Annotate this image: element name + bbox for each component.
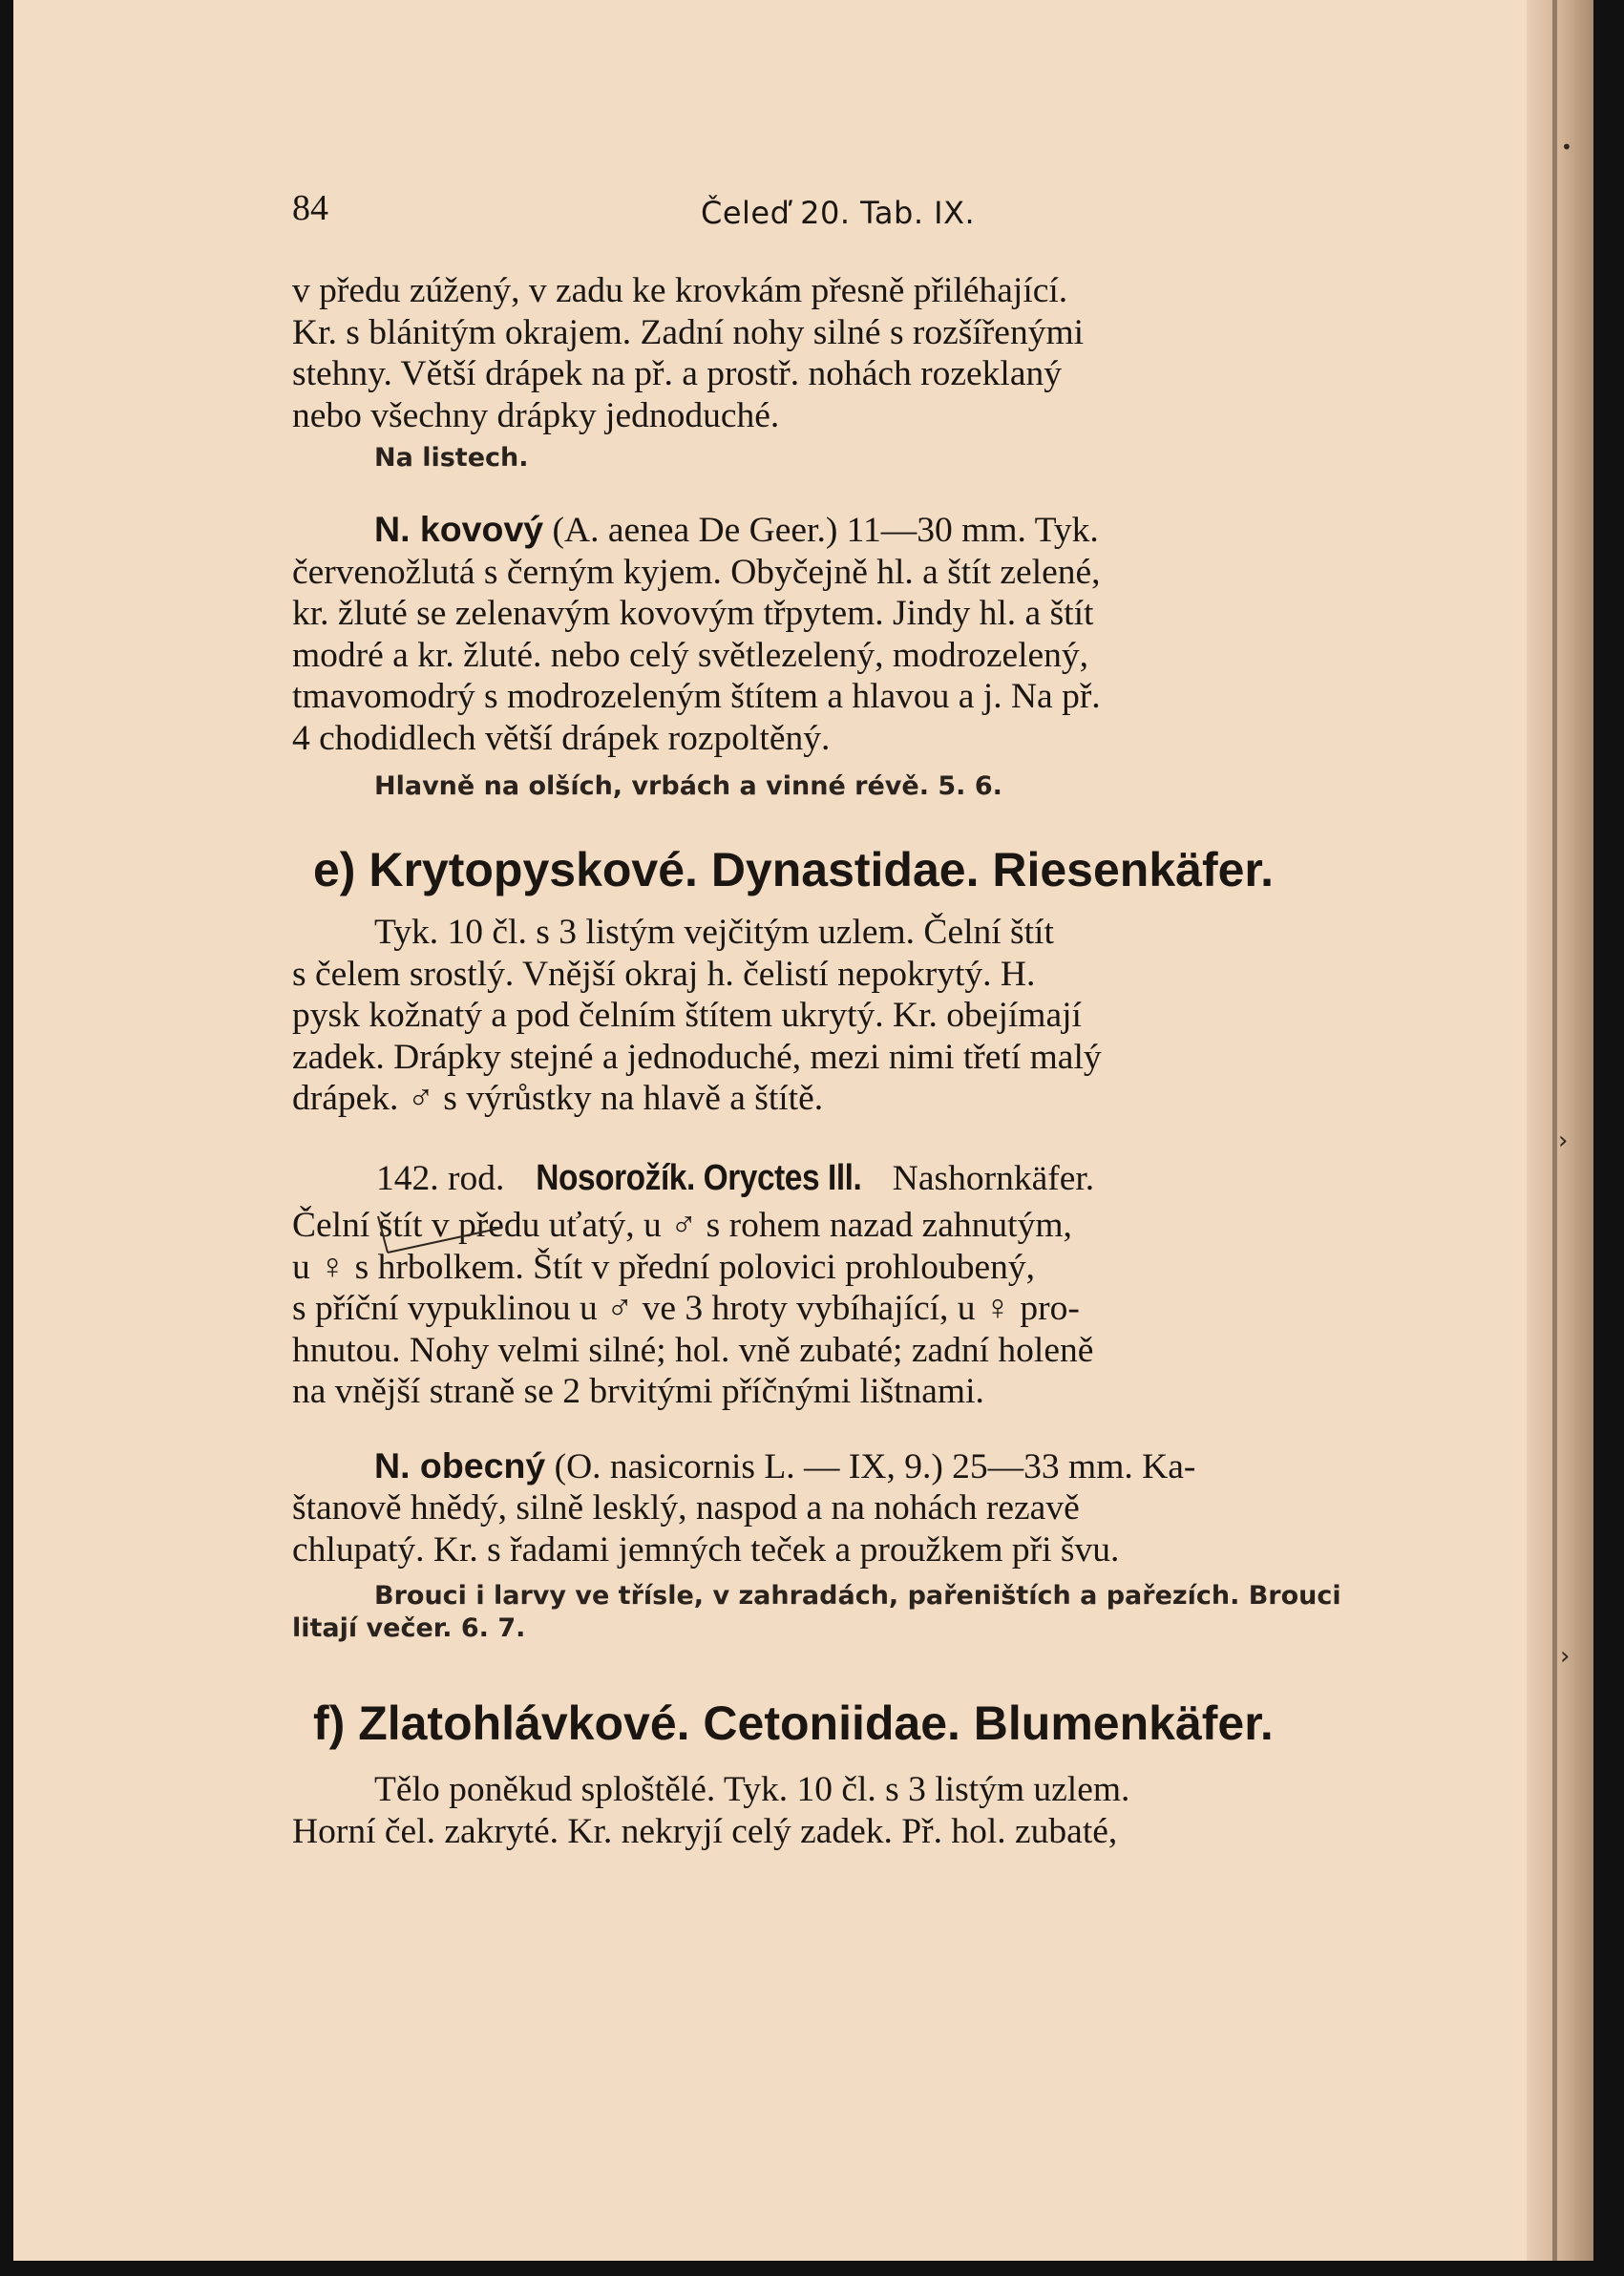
text-line: modré a kr. žluté. nebo celý světlezelený, modrozelený, — [292, 635, 1089, 675]
text-line: chlupatý. Kr. s řadami jemných teček a proužkem při švu. — [292, 1529, 1120, 1570]
text-line — [292, 509, 1390, 552]
margin-speck: › — [1560, 1642, 1571, 1671]
margin-speck: • — [1561, 136, 1572, 158]
pencil-mark-icon — [369, 1214, 521, 1281]
species-obecny — [292, 1445, 1390, 1571]
text-line: kr. žluté se zelenavým kovovým třpytem. Jindy hl. a štít — [292, 594, 1094, 633]
text-line: Kr. s blánitým okrajem. Zadní nohy silné s rozšířenými — [292, 312, 1085, 352]
genus-heading — [376, 1158, 1390, 1200]
text-line: s čelem srostlý. Vnější okraj h. čelistí nepokrytý. H. — [292, 954, 1036, 994]
page-header — [292, 187, 1390, 244]
text-line: zadek. Drápky stejné a jednoduché, mezi nimi třetí malý — [292, 1037, 1102, 1077]
text-line: u ♀ s hrbolkem. Štít v přední polovici prohloubený, — [292, 1247, 1036, 1287]
page-number: 84 — [292, 188, 328, 228]
text-line: nebo všechny drápky jednoduché. — [292, 395, 780, 435]
text-line: 4 chodidlech větší drápek rozpoltěný. — [292, 718, 831, 758]
book-page — [13, 0, 1593, 2261]
species-description: (A. aenea De Geer.) 11—30 mm. Tyk. — [552, 511, 1099, 550]
species-label: N. kovový — [374, 509, 544, 549]
text-line: Horní čel. zakryté. Kr. nekryjí celý zadek. Př. hol. zubaté, — [292, 1811, 1118, 1851]
text-line: drápek. ♂ s výrůstky na hlavě a štítě. — [292, 1079, 824, 1118]
intro-habitat: Na listech. — [374, 443, 529, 473]
species-description: (O. nasicornis L. — IX, 9.) 25—33 mm. Ka- — [554, 1446, 1196, 1486]
margin-speck: › — [1558, 1127, 1569, 1155]
intro-paragraph — [292, 270, 1390, 436]
genus-name: Nosorožík. Oryctes Ill. — [536, 1157, 862, 1198]
text-line: pysk kožnatý a pod čelním štítem ukrytý. Kr. obejímají — [292, 996, 1082, 1035]
section-heading-e: e) Krytopyskové. Dynastidae. Riesenkäfer. — [313, 843, 1275, 896]
text-line: v předu zúžený, v zadu ke krovkám přesně přiléhající. — [292, 271, 1068, 310]
species-label: N. obecný — [374, 1444, 546, 1486]
text-line: s příční vypuklinou u ♂ ve 3 hroty vybíhající, u ♀ pro- — [292, 1289, 1080, 1328]
text-line: červenožlutá s černým kyjem. Obyčejně hl. a štít zelené, — [292, 552, 1101, 592]
text-column — [292, 187, 1390, 1852]
text-line: na vnější straně se 2 brvitými příčnými lištnami. — [292, 1372, 984, 1411]
text-line: Tělo poněkud sploštělé. Tyk. 10 čl. s 3 listým uzlem. — [374, 1770, 1130, 1809]
genus-number: 142. rod. — [376, 1158, 505, 1198]
section-e-paragraph — [292, 912, 1390, 1120]
text-line: štanově hnědý, silně lesklý, naspod a na nohách rezavě — [292, 1488, 1080, 1528]
section-f-paragraph — [292, 1769, 1390, 1852]
genus-german-name: Nashornkäfer. — [892, 1158, 1095, 1198]
text-line: Čelní štít v předu uťatý, u ♂ s rohem nazad zahnutým, — [292, 1206, 1072, 1245]
running-head: Čeleď 20. Tab. IX. — [701, 195, 976, 231]
text-line — [292, 1445, 1390, 1488]
species1-habitat: Hlavně na olších, vrbách a vinné révě. 5. 6. — [374, 771, 1002, 801]
text-line: stehny. Větší drápek na př. a prostř. nohách rozeklaný — [292, 354, 1062, 393]
species-kovovy — [292, 509, 1390, 759]
binding-edge — [1552, 0, 1557, 2261]
section-heading-f: f) Zlatohlávkové. Cetoniidae. Blumenkäfer. — [313, 1696, 1274, 1750]
species2-habitat-line: Brouci i larvy ve třísle, v zahradách, pařeništích a pařezích. Brouci — [374, 1581, 1341, 1611]
text-line: hnutou. Nohy velmi silné; hol. vně zubaté; zadní holeně — [292, 1330, 1094, 1370]
species2-habitat-line: litají večer. 6. 7. — [292, 1613, 526, 1643]
text-line: tmavomodrý s modrozeleným štítem a hlavou a j. Na př. — [292, 677, 1101, 716]
text-line: Tyk. 10 čl. s 3 listým vejčitým uzlem. Čelní štít — [374, 913, 1054, 952]
